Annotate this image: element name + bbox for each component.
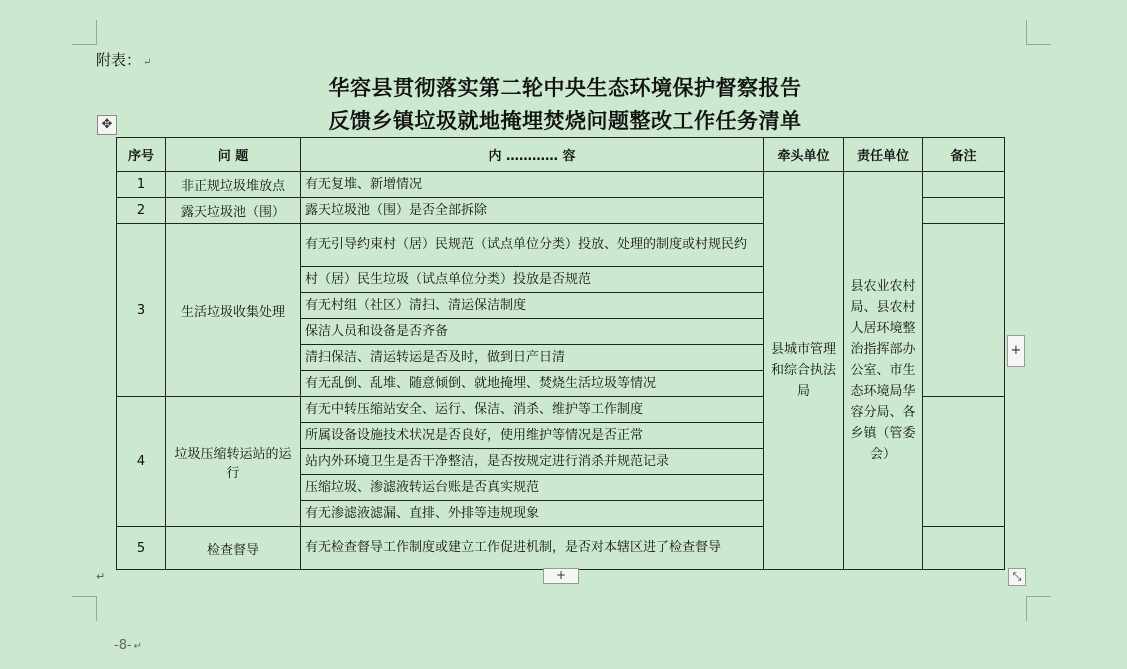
page-corner-mark bbox=[72, 596, 97, 621]
document-title-line-2: 反馈乡镇垃圾就地掩埋焚烧问题整改工作任务清单 bbox=[328, 108, 802, 133]
row-content: 清扫保洁、清运转运是否及时，做到日产日清 bbox=[301, 345, 764, 371]
document-title-line-1: 华容县贯彻落实第二轮中央生态环境保护督察报告 bbox=[328, 75, 802, 100]
table-row bbox=[117, 172, 1005, 198]
row-note bbox=[923, 527, 1005, 570]
header-lead: 牵头单位 bbox=[764, 138, 844, 172]
row-content: 露天垃圾池（围）是否全部拆除 bbox=[301, 198, 764, 224]
paragraph-mark-icon: ↵ bbox=[96, 570, 106, 583]
header-responsible: 责任单位 bbox=[844, 138, 923, 172]
header-num: 序号 bbox=[117, 138, 166, 172]
page-corner-mark bbox=[1026, 20, 1051, 45]
row-content: 有无乱倒、乱堆、随意倾倒、就地掩埋、焚烧生活垃圾等情况 bbox=[301, 371, 764, 397]
row-content: 有无检查督导工作制度或建立工作促进机制，是否对本辖区进了检查督导 bbox=[301, 527, 764, 570]
add-column-button[interactable]: + bbox=[1007, 335, 1025, 367]
row-content: 站内外环境卫生是否干净整洁，是否按规定进行消杀并规范记录 bbox=[301, 449, 764, 475]
row-note bbox=[923, 224, 1005, 397]
row-issue: 生活垃圾收集处理 bbox=[166, 224, 301, 397]
row-note bbox=[923, 172, 1005, 198]
row-content: 有无引导约束村（居）民规范（试点单位分类）投放、处理的制度或村规民约 bbox=[301, 224, 764, 267]
row-content: 有无村组（社区）清扫、清运保洁制度 bbox=[301, 293, 764, 319]
table-header-row bbox=[117, 138, 1005, 172]
row-content: 有无中转压缩站安全、运行、保洁、消杀、维护等工作制度 bbox=[301, 397, 764, 423]
table-move-handle-icon[interactable]: ✥ bbox=[97, 115, 117, 135]
row-content: 压缩垃圾、渗滤液转运台账是否真实规范 bbox=[301, 475, 764, 501]
row-num: 1 bbox=[117, 172, 166, 198]
add-row-button[interactable]: + bbox=[543, 568, 579, 584]
row-num: 4 bbox=[117, 397, 166, 527]
lead-unit-cell: 县城市管理和综合执法局 bbox=[764, 172, 844, 570]
row-note bbox=[923, 397, 1005, 527]
row-content: 保洁人员和设备是否齐备 bbox=[301, 319, 764, 345]
row-issue: 检查督导 bbox=[166, 527, 301, 570]
row-issue: 垃圾压缩转运站的运行 bbox=[166, 397, 301, 527]
responsible-unit-cell: 县农业农村局、县农村人居环境整治指挥部办公室、市生态环境局华容分局、各乡镇（管委会） bbox=[844, 172, 923, 570]
row-note bbox=[923, 198, 1005, 224]
table-resize-icon[interactable]: ⤡ bbox=[1008, 568, 1026, 586]
row-content: 所属设备设施技术状况是否良好，使用维护等情况是否正常 bbox=[301, 423, 764, 449]
page-number: -8- ↵ bbox=[114, 638, 143, 653]
row-content: 村（居）民生垃圾（试点单位分类）投放是否规范 bbox=[301, 267, 764, 293]
header-content: 内 ………… 容 bbox=[301, 138, 764, 172]
row-content: 有无复堆、新增情况 bbox=[301, 172, 764, 198]
row-issue: 非正规垃圾堆放点 bbox=[166, 172, 301, 198]
row-issue: 露天垃圾池（围） bbox=[166, 198, 301, 224]
page-corner-mark bbox=[1026, 596, 1051, 621]
task-list-table bbox=[116, 137, 1005, 570]
row-num: 2 bbox=[117, 198, 166, 224]
row-num: 5 bbox=[117, 527, 166, 570]
page-corner-mark bbox=[72, 20, 97, 45]
row-num: 3 bbox=[117, 224, 166, 397]
attachment-label: 附表： ↵ bbox=[96, 51, 152, 69]
header-issue: 问 题 bbox=[166, 138, 301, 172]
row-content: 有无渗滤液滤漏、直排、外排等违规现象 bbox=[301, 501, 764, 527]
header-note: 备注 bbox=[923, 138, 1005, 172]
